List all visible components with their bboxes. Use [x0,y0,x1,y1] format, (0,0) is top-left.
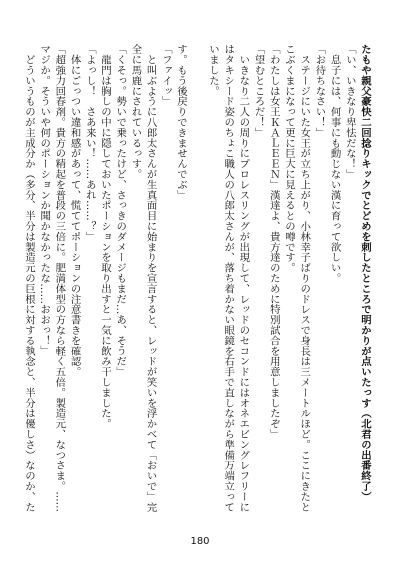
lower-text-column [22,44,188,520]
lower-paragraph: 「よっし！ さあ来い！……あれ……？」 [83,44,96,242]
upper-paragraph: 「い、いきなり卑怯だな！」 [343,44,356,180]
lower-paragraph: す。もう後戻りできませんでぶ」 [175,44,187,200]
page-number: 180 [190,536,210,547]
upper-paragraph: 「わたしは女王ＫＡＬＥＥＮ」漢達よ、貴方達のために特別試合を用意しましたぞ」 [267,44,280,440]
lower-paragraph: 「超強力回春剤。貴方の精起を普段の三倍に。肥満体型の方なら軽く五倍。製造元、なつさま。……マジか。そういや何のポーションか聞かなかったな……おおっ！」 [38,44,66,512]
lower-paragraph: どういうものが主成分か（多分、半分は製造元の巨根に対する執念と、半分は優しさ）なのか、た [22,54,35,512]
upper-paragraph: いきなり二人の周りにプロレスリングが出現して、レッドのセコンドにはオネエビングレフリーにはタキシード姿のちょこ職人の八郎太さんが、落ち着かない眼鏡を右手で直しながら準備万端立っていました。 [206,44,250,512]
lower-paragraph: 「くそっ。勢いで乗ったけど、さっきのダメージもまだ…あ、そうだ」 [114,44,127,377]
upper-paragraph: 「お待ちなさい！」 [313,44,326,138]
upper-paragraph: ステージにいた女王が立ち上がり、小林幸子ばりのドレスで身長は三メートルほど。ここにきたとこぶくまになって更に巨大に見えるとの噂です。 [282,44,311,512]
lower-paragraph: 「ファイッ」 [159,44,172,107]
upper-text-column [206,44,372,520]
upper-paragraph: 「望むところだ！」 [252,44,265,138]
lower-paragraph: と叫ぶように八郎太さんが生真面目に始まりを宣言すると、レッドが笑いを浮かべて「おいで」完全に馬鹿にされているっす。 [129,44,157,512]
upper-paragraph: 息子には、何事にも動じない漢に育って欲しい。 [328,44,341,284]
upper-paragraph: たもや親父豪快二回捻りキックでとどめを刺したところで明かりが点いたっす（北君の出番終了） [359,44,371,502]
lower-paragraph: 体にごっつい違和感があって、慌ててポーションの注意書きを確認。 [68,44,81,377]
lower-paragraph: 龍門は胸しの中に隠しておいたポーションを取り出すと一気に飲み干しました。 [98,44,111,429]
